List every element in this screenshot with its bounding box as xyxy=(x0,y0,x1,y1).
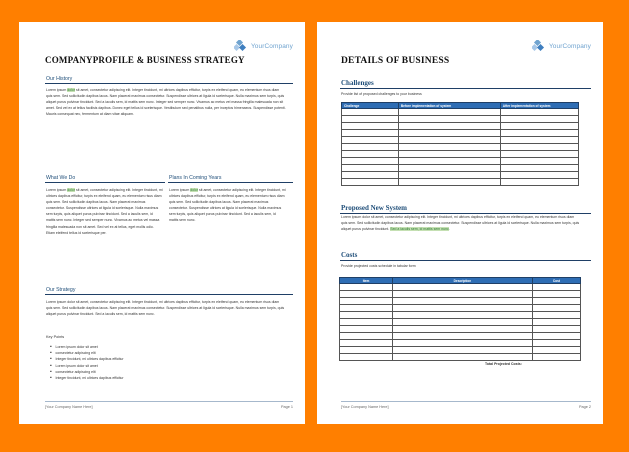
table-cell[interactable] xyxy=(340,312,393,319)
table-row xyxy=(342,130,579,137)
table-cell[interactable] xyxy=(342,172,399,179)
challenges-table xyxy=(341,102,579,186)
table-cell[interactable] xyxy=(500,116,578,123)
table-cell[interactable] xyxy=(500,123,578,130)
highlighted-text: Sed a iaculis sem, id mattis sem nunc xyxy=(390,227,449,232)
table-cell[interactable] xyxy=(398,123,500,130)
table-row xyxy=(342,158,579,165)
table-cell[interactable] xyxy=(532,305,580,312)
table-cell[interactable] xyxy=(393,291,533,298)
table-cell[interactable] xyxy=(398,116,500,123)
total-projected-costs-label: Total Projected Costs: xyxy=(485,362,522,366)
footer-company: [Your Company Name Here] xyxy=(341,405,389,409)
table-header-cell: Description xyxy=(393,278,533,284)
table-cell[interactable] xyxy=(532,354,580,361)
table-cell[interactable] xyxy=(340,291,393,298)
highlighted-text: dolor xyxy=(67,88,75,92)
table-cell[interactable] xyxy=(393,354,533,361)
table-cell[interactable] xyxy=(340,347,393,354)
table-cell[interactable] xyxy=(532,333,580,340)
table-row xyxy=(340,333,581,340)
key-point-item: ■ consectetur adipiscing elit xyxy=(57,369,124,375)
table-cell[interactable] xyxy=(340,284,393,291)
what-we-do-paragraph: Lorem ipsum dolor sit amet, consectetur adipiscing elit. Integer tincidunt, mi ultrices dapibus efficitur, turpis ex eleifend quam, eu elementum risus diam quis sem. Sed sollicitudin dapibus lacus. Nam placerat maximus consectetur. Suspendisse ultrices at ligula id scelerisque. Nulla maximus sem turpis, quis aliquet purus pulvinar tincidunt. Sed a iaculis sem, id mattis sem nunc. Integer sed semper nunc. Vivamus ac metus vel massa fringilla malesuada non sit amet. Sed vel ex at tellus, eget mollis odio. Etiam eleifend tellus id scelerisque per. xyxy=(46,188,163,235)
table-cell[interactable] xyxy=(532,291,580,298)
section-heading-proposed-system: Proposed New System xyxy=(341,204,407,212)
table-cell[interactable] xyxy=(393,319,533,326)
table-row xyxy=(342,116,579,123)
table-cell[interactable] xyxy=(500,158,578,165)
table-cell[interactable] xyxy=(532,298,580,305)
document-page-2 xyxy=(317,22,603,424)
table-header-cell: Before implementation of system xyxy=(398,103,500,109)
table-cell[interactable] xyxy=(342,130,399,137)
table-row xyxy=(340,298,581,305)
table-row xyxy=(342,151,579,158)
key-point-item: ■ consectetur adipiscing elit xyxy=(57,350,124,356)
table-cell[interactable] xyxy=(532,319,580,326)
highlighted-text: dolor xyxy=(190,188,198,192)
section-heading-costs: Costs xyxy=(341,251,358,259)
table-cell[interactable] xyxy=(532,284,580,291)
footer-page-number: Page 1 xyxy=(280,405,293,409)
history-paragraph: Lorem ipsum dolor sit amet, consectetur adipiscing elit. Integer tincidunt, mi ultrices dapibus efficitur, turpis ex eleifend quam, eu elementum risus diam quis sem. Sed sollicitudin dapibus lacus. Nam placerat maximus consectetur. Suspendisse ultrices at ligula id scelerisque. Nulla maximus sem turpis, quis aliquet purus pulvinar tincidunt. Sed a iaculis sem, id mattis sem nunc. Integer sed semper nunc. Vivamus ac metus vel massa fringilla malesuada non sit amet. Sed vel ex at tellus facilisis dapibus. Donec eget tellus id scelerisque. Vestibulum sed penatibus nulla, per inceptos himenaeos. Suspendisse potenti. Mauris consequat nec, fermentum at diam vitae aliquam. xyxy=(46,88,286,117)
table-cell[interactable] xyxy=(342,165,399,172)
table-cell[interactable] xyxy=(340,340,393,347)
table-cell[interactable] xyxy=(398,158,500,165)
section-divider xyxy=(45,182,165,183)
table-cell[interactable] xyxy=(500,137,578,144)
table-cell[interactable] xyxy=(342,179,399,186)
proposed-system-paragraph: Lorem ipsum dolor sit amet, consectetur adipiscing elit. Integer tincidunt, mi ultrices dapibus efficitur, turpis ex eleifend quam, eu elementum risus diam quis sem. Sed sollicitudin dapibus lacus. Nam placerat maximus consectetur. Suspendisse ultrices at ligula id scelerisque. Nulla maximus sem turpis, quis aliquet purus pulvinar tincidunt. Sed a iaculis sem, id mattis sem nunc. xyxy=(341,215,580,232)
footer-page-number: Page 2 xyxy=(578,405,591,409)
key-point-item: ■ Integer tincidunt, mi ultrices dapibus efficitur xyxy=(57,356,124,362)
table-cell[interactable] xyxy=(342,144,399,151)
table-row xyxy=(340,312,581,319)
table-row xyxy=(340,347,581,354)
table-cell[interactable] xyxy=(398,109,500,116)
logo-icon xyxy=(532,40,546,52)
logo-text: YourCompany xyxy=(250,42,293,50)
section-divider xyxy=(45,294,293,295)
table-cell[interactable] xyxy=(398,144,500,151)
plans-paragraph: Lorem ipsum dolor sit amet, consectetur adipiscing elit. Integer tincidunt, mi ultrices dapibus efficitur, turpis ex eleifend quam, eu elementum risus diam quis sem. Sed sollicitudin dapibus lacus. Nam placerat maximus consectetur. Suspendisse ultrices at ligula id scelerisque. Nulla maximus sem turpis, quis aliquet purus pulvinar tincidunt. Sed a iaculis sem, id mattis sem nunc. xyxy=(169,188,286,223)
company-logo xyxy=(532,40,591,52)
table-cell[interactable] xyxy=(398,165,500,172)
page-title: COMPANYPROFILE & BUSINESS STRATEGY xyxy=(45,55,245,65)
table-cell[interactable] xyxy=(342,109,399,116)
table-row xyxy=(340,319,581,326)
table-cell[interactable] xyxy=(393,340,533,347)
highlighted-text: dolor xyxy=(67,188,75,192)
table-row xyxy=(342,137,579,144)
table-row xyxy=(342,109,579,116)
table-cell[interactable] xyxy=(340,354,393,361)
section-heading-challenges: Challenges xyxy=(341,79,374,87)
challenges-intro: Provide list of proposed challenges to your business xyxy=(341,92,422,96)
table-cell[interactable] xyxy=(340,326,393,333)
table-cell[interactable] xyxy=(340,305,393,312)
logo-text: YourCompany xyxy=(548,42,591,50)
table-cell[interactable] xyxy=(500,179,578,186)
section-heading-strategy: Our Strategy xyxy=(46,287,76,293)
table-cell[interactable] xyxy=(342,158,399,165)
key-points-list xyxy=(57,344,124,381)
table-header-cell: After implementation of system xyxy=(500,103,578,109)
key-point-item: ■ Lorem ipsum dolor sit amet xyxy=(57,363,124,369)
table-row xyxy=(340,284,581,291)
page-footer xyxy=(341,401,591,409)
table-cell[interactable] xyxy=(500,144,578,151)
key-point-item: ■ Integer tincidunt, mi ultrices dapibus efficitur xyxy=(57,375,124,381)
section-divider xyxy=(168,182,293,183)
table-cell[interactable] xyxy=(342,116,399,123)
costs-intro: Provide projected costs schedule in tabular form xyxy=(341,264,416,268)
table-cell[interactable] xyxy=(532,347,580,354)
table-row xyxy=(342,123,579,130)
table-cell[interactable] xyxy=(393,305,533,312)
page-footer xyxy=(45,401,293,409)
table-header-cell: Cost xyxy=(532,278,580,284)
table-row xyxy=(342,172,579,179)
table-cell[interactable] xyxy=(500,172,578,179)
section-divider xyxy=(340,260,591,261)
section-heading-what-we-do: What We Do xyxy=(46,175,76,181)
table-cell[interactable] xyxy=(398,179,500,186)
section-heading-history: Our History xyxy=(46,76,73,82)
table-row xyxy=(340,340,581,347)
table-cell[interactable] xyxy=(398,130,500,137)
table-cell[interactable] xyxy=(500,130,578,137)
table-cell[interactable] xyxy=(500,109,578,116)
table-cell[interactable] xyxy=(532,326,580,333)
company-logo xyxy=(234,40,293,52)
table-header-cell: Item xyxy=(340,278,393,284)
table-row xyxy=(342,165,579,172)
footer-company: [Your Company Name Here] xyxy=(45,405,93,409)
table-cell[interactable] xyxy=(393,298,533,305)
table-cell[interactable] xyxy=(342,151,399,158)
table-cell[interactable] xyxy=(393,284,533,291)
table-cell[interactable] xyxy=(340,319,393,326)
table-cell[interactable] xyxy=(398,172,500,179)
table-row xyxy=(342,179,579,186)
key-points-label: Key Points xyxy=(46,335,65,339)
section-divider xyxy=(45,83,293,84)
table-row xyxy=(340,326,581,333)
table-cell[interactable] xyxy=(500,151,578,158)
logo-icon xyxy=(234,40,248,52)
page-title: DETAILS OF BUSINESS xyxy=(341,56,450,66)
key-point-item: ■ Lorem ipsum dolor sit amet xyxy=(57,344,124,350)
table-cell[interactable] xyxy=(342,123,399,130)
table-cell[interactable] xyxy=(398,137,500,144)
table-cell[interactable] xyxy=(393,326,533,333)
section-divider xyxy=(340,88,591,89)
document-page-1 xyxy=(19,22,305,424)
table-row xyxy=(340,291,581,298)
table-cell[interactable] xyxy=(340,298,393,305)
table-cell[interactable] xyxy=(393,347,533,354)
table-cell[interactable] xyxy=(340,333,393,340)
costs-table xyxy=(339,277,581,361)
table-cell[interactable] xyxy=(342,137,399,144)
table-row xyxy=(342,144,579,151)
table-row xyxy=(340,354,581,361)
table-cell[interactable] xyxy=(398,151,500,158)
table-cell[interactable] xyxy=(532,312,580,319)
table-row xyxy=(340,305,581,312)
strategy-paragraph: Lorem ipsum dolor sit amet, consectetur adipiscing elit. Integer tincidunt, mi ultrices dapibus efficitur, turpis ex eleifend quam, eu elementum risus diam quis sem. Sed sollicitudin dapibus lacus. Nam placerat maximus consectetur. Suspendisse ultrices at ligula id scelerisque. Nulla maximus sem turpis, quis aliquet purus pulvinar tincidunt. Sed a iaculis sem, id mattis sem nunc. xyxy=(46,300,285,317)
table-cell[interactable] xyxy=(500,165,578,172)
table-cell[interactable] xyxy=(532,340,580,347)
table-header-cell: Challenge xyxy=(342,103,399,109)
section-heading-plans: Plans In Coming Years xyxy=(169,175,222,181)
table-cell[interactable] xyxy=(393,312,533,319)
table-cell[interactable] xyxy=(393,333,533,340)
